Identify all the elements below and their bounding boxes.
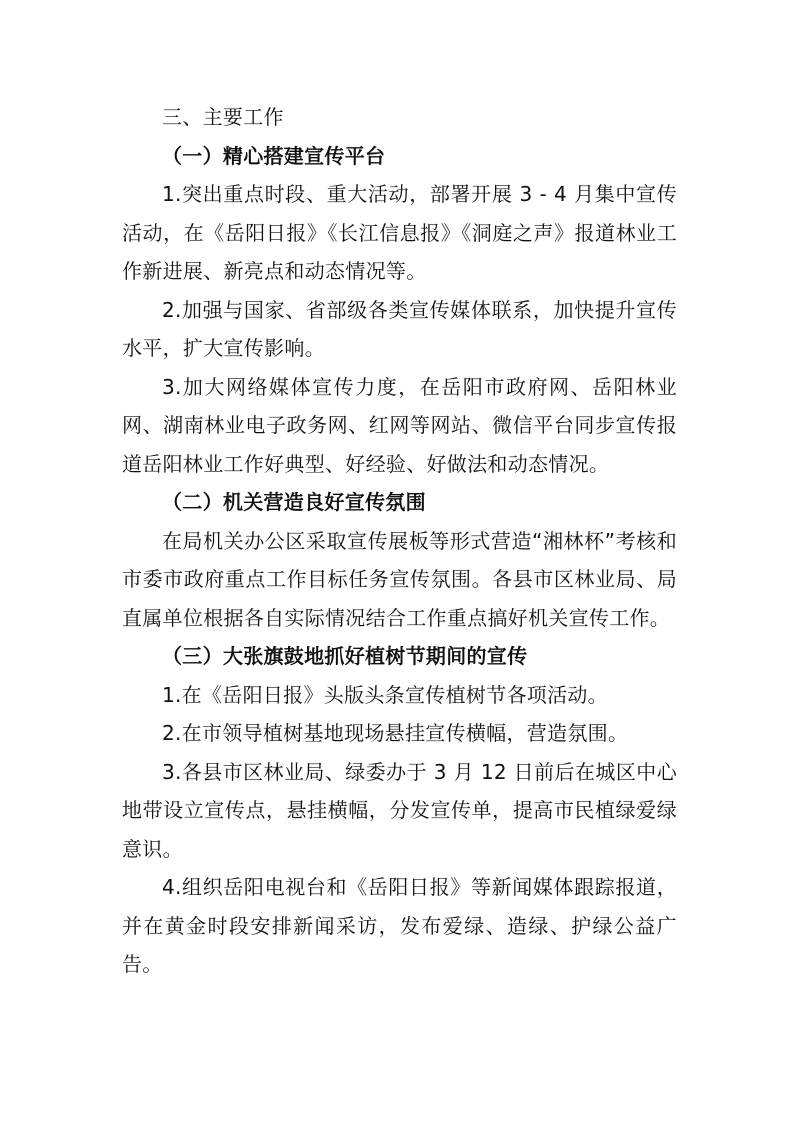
- paragraph: 在局机关办公区采取宣传展板等形式营造“湘林杯”考核和市委市政府重点工作目标任务宣传氛围。各县市区林业局、局直属单位根据各自实际情况结合工作重点搞好机关宣传工作。: [122, 528, 677, 630]
- paragraph: 1.突出重点时段、重大活动，部署开展 3 - 4 月集中宣传活动，在《岳阳日报》《长江信息报》《洞庭之声》报道林业工作新进展、新亮点和动态情况等。: [122, 182, 677, 283]
- subheading-3: （三）大张旗鼓地抓好植树节期间的宣传: [162, 644, 528, 668]
- paragraph: 3.加大网络媒体宣传力度，在岳阳市政府网、岳阳林业网、湖南林业电子政务网、红网等网站、微信平台同步宣传报道岳阳林业工作好典型、好经验、好做法和动态情况。: [122, 374, 677, 476]
- paragraph: 2.加强与国家、省部级各类宣传媒体联系，加快提升宣传水平，扩大宣传影响。: [122, 297, 677, 360]
- document-body: [122, 98, 677, 984]
- section-title: 三、主要工作: [162, 105, 284, 129]
- paragraph: 2.在市领导植树基地现场悬挂宣传横幅，营造氛围。: [162, 721, 629, 745]
- paragraph: 1.在《岳阳日报》头版头条宣传植树节各项活动。: [162, 682, 608, 707]
- subheading-1: （一）精心搭建宣传平台: [162, 143, 386, 168]
- paragraph: 4.组织岳阳电视台和《岳阳日报》等新闻媒体跟踪报道，并在黄金时段安排新闻采访，发布爱绿、造绿、护绿公益广告。: [122, 875, 677, 976]
- subheading-2: （二）机关营造良好宣传氛围: [162, 490, 426, 514]
- paragraph: 3.各县市区林业局、绿委办于 3 月 12 日前后在城区中心地带设立宣传点，悬挂横幅，分发宣传单，提高市民植绿爱绿意识。: [122, 759, 677, 861]
